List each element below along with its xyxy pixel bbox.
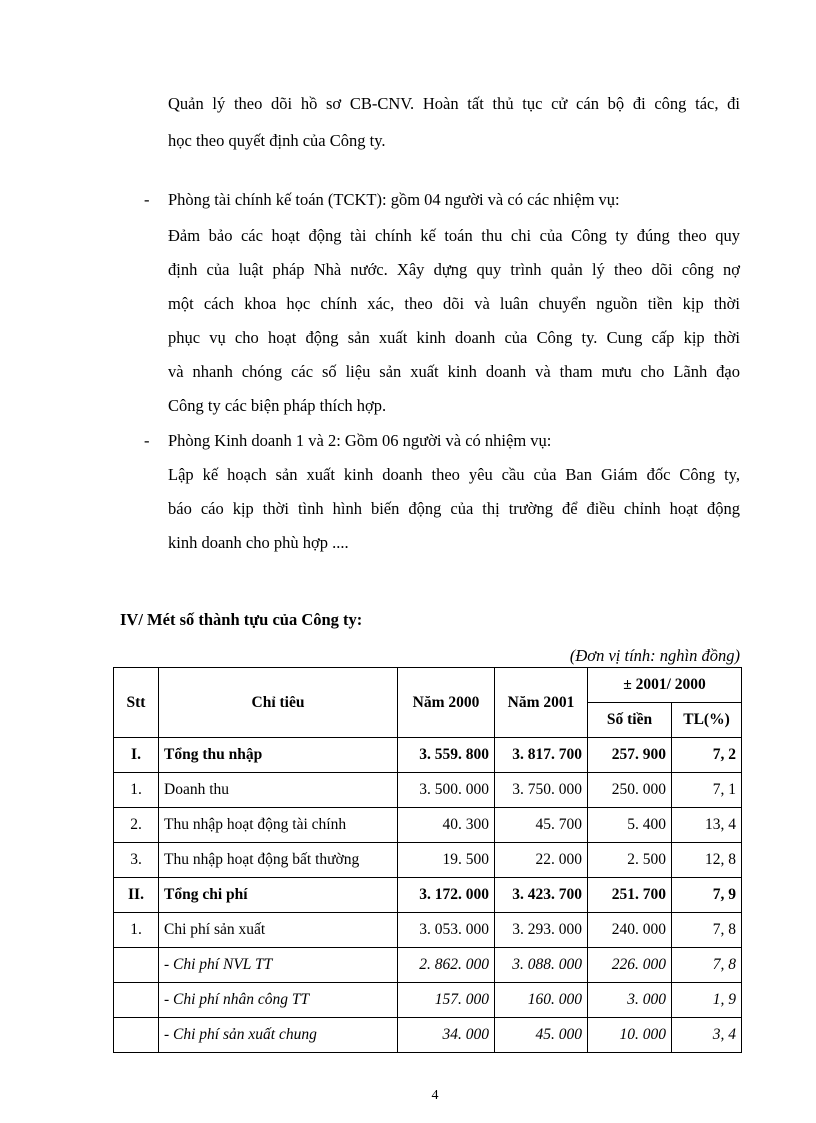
cell-amount: 2. 500 <box>588 843 672 878</box>
cell-pct: 7, 8 <box>672 913 742 948</box>
paragraph-line: Đảm bảo các hoạt động tài chính kế toán thu chi của Công ty đúng theo quy <box>168 226 740 245</box>
header-pct: TL(%) <box>672 703 742 738</box>
cell-y2000: 157. 000 <box>398 983 495 1018</box>
paragraph-line: một cách khoa học chính xác, theo dõi và luân chuyển nguồn tiền kịp thời <box>168 294 740 313</box>
table-row <box>114 808 742 843</box>
cell-y2000: 3. 559. 800 <box>398 738 495 773</box>
cell-y2001: 3. 750. 000 <box>495 773 588 808</box>
cell-stt: I. <box>114 738 159 773</box>
cell-y2000: 40. 300 <box>398 808 495 843</box>
cell-stt <box>114 983 159 1018</box>
paragraph-line: báo cáo kịp thời tình hình biến động của thị trường để điều chỉnh hoạt động <box>168 499 740 518</box>
paragraph-line: Công ty các biện pháp thích hợp. <box>168 396 387 415</box>
cell-pct: 7, 1 <box>672 773 742 808</box>
cell-amount: 10. 000 <box>588 1018 672 1053</box>
bullet-title-kinh-doanh: Phòng Kinh doanh 1 và 2: Gồm 06 người và có nhiệm vụ: <box>168 431 552 450</box>
cell-y2001: 45. 700 <box>495 808 588 843</box>
cell-y2000: 34. 000 <box>398 1018 495 1053</box>
cell-y2001: 3. 817. 700 <box>495 738 588 773</box>
cell-amount: 5. 400 <box>588 808 672 843</box>
cell-stt: 1. <box>114 913 159 948</box>
cell-amount: 3. 000 <box>588 983 672 1018</box>
cell-amount: 251. 700 <box>588 878 672 913</box>
header-name: Chỉ tiêu <box>159 668 398 738</box>
cell-y2000: 19. 500 <box>398 843 495 878</box>
cell-stt: 1. <box>114 773 159 808</box>
table-row <box>114 913 742 948</box>
paragraph-line: và nhanh chóng các số liệu sản xuất kinh doanh và tham mưu cho Lãnh đạo <box>168 362 740 381</box>
cell-amount: 250. 000 <box>588 773 672 808</box>
cell-pct: 7, 9 <box>672 878 742 913</box>
header-stt: Stt <box>114 668 159 738</box>
cell-name: Chi phí sản xuất <box>159 913 398 948</box>
header-year-2000: Năm 2000 <box>398 668 495 738</box>
cell-y2000: 3. 172. 000 <box>398 878 495 913</box>
cell-name: - Chi phí sản xuất chung <box>159 1018 398 1053</box>
cell-pct: 7, 2 <box>672 738 742 773</box>
header-year-2001: Năm 2001 <box>495 668 588 738</box>
header-diff: ± 2001/ 2000 <box>588 668 742 703</box>
bullet-dash: - <box>144 431 150 450</box>
paragraph-line: phục vụ cho hoạt động sản xuất kinh doanh của Công ty. Cung cấp kịp thời <box>168 328 740 347</box>
cell-pct: 12, 8 <box>672 843 742 878</box>
bullet-dash: - <box>144 190 150 209</box>
cell-y2000: 2. 862. 000 <box>398 948 495 983</box>
cell-amount: 257. 900 <box>588 738 672 773</box>
achievements-table <box>113 667 742 1053</box>
table-row <box>114 983 742 1018</box>
header-amount: Số tiền <box>588 703 672 738</box>
paragraph-line: định của luật pháp Nhà nước. Xây dựng quy trình quản lý theo dõi công nợ <box>168 260 740 279</box>
cell-amount: 240. 000 <box>588 913 672 948</box>
paragraph-line: Lập kế hoạch sản xuất kinh doanh theo yêu cầu của Ban Giám đốc Công ty, <box>168 465 740 484</box>
unit-note: (Đơn vị tính: nghìn đồng) <box>569 646 740 665</box>
cell-y2001: 3. 293. 000 <box>495 913 588 948</box>
cell-pct: 3, 4 <box>672 1018 742 1053</box>
cell-pct: 7, 8 <box>672 948 742 983</box>
cell-stt: 3. <box>114 843 159 878</box>
cell-stt: 2. <box>114 808 159 843</box>
cell-y2000: 3. 500. 000 <box>398 773 495 808</box>
cell-amount: 226. 000 <box>588 948 672 983</box>
cell-name: - Chi phí nhân công TT <box>159 983 398 1018</box>
table-row <box>114 738 742 773</box>
cell-pct: 13, 4 <box>672 808 742 843</box>
paragraph-line: học theo quyết định của Công ty. <box>168 131 386 150</box>
cell-y2000: 3. 053. 000 <box>398 913 495 948</box>
cell-y2001: 22. 000 <box>495 843 588 878</box>
table-row <box>114 773 742 808</box>
table-row <box>114 948 742 983</box>
cell-name: - Chi phí NVL TT <box>159 948 398 983</box>
cell-name: Tổng thu nhập <box>159 738 398 773</box>
cell-stt <box>114 1018 159 1053</box>
table-row <box>114 878 742 913</box>
paragraph-line: kinh doanh cho phù hợp .... <box>168 533 349 552</box>
cell-name: Thu nhập hoạt động bất thường <box>159 843 398 878</box>
cell-name: Doanh thu <box>159 773 398 808</box>
table-row <box>114 1018 742 1053</box>
cell-name: Thu nhập hoạt động tài chính <box>159 808 398 843</box>
paragraph-line: Quản lý theo dõi hồ sơ CB-CNV. Hoàn tất thủ tục cử cán bộ đi công tác, đi <box>168 94 740 113</box>
bullet-title-tckt: Phòng tài chính kế toán (TCKT): gồm 04 người và có các nhiệm vụ: <box>168 190 620 209</box>
table-row <box>114 843 742 878</box>
page-number: 4 <box>431 1088 439 1103</box>
section-title: IV/ Mét số thành tựu của Công ty: <box>120 610 363 629</box>
cell-y2001: 3. 423. 700 <box>495 878 588 913</box>
cell-stt <box>114 948 159 983</box>
cell-y2001: 45. 000 <box>495 1018 588 1053</box>
cell-y2001: 160. 000 <box>495 983 588 1018</box>
cell-stt: II. <box>114 878 159 913</box>
cell-name: Tổng chi phí <box>159 878 398 913</box>
cell-y2001: 3. 088. 000 <box>495 948 588 983</box>
cell-pct: 1, 9 <box>672 983 742 1018</box>
